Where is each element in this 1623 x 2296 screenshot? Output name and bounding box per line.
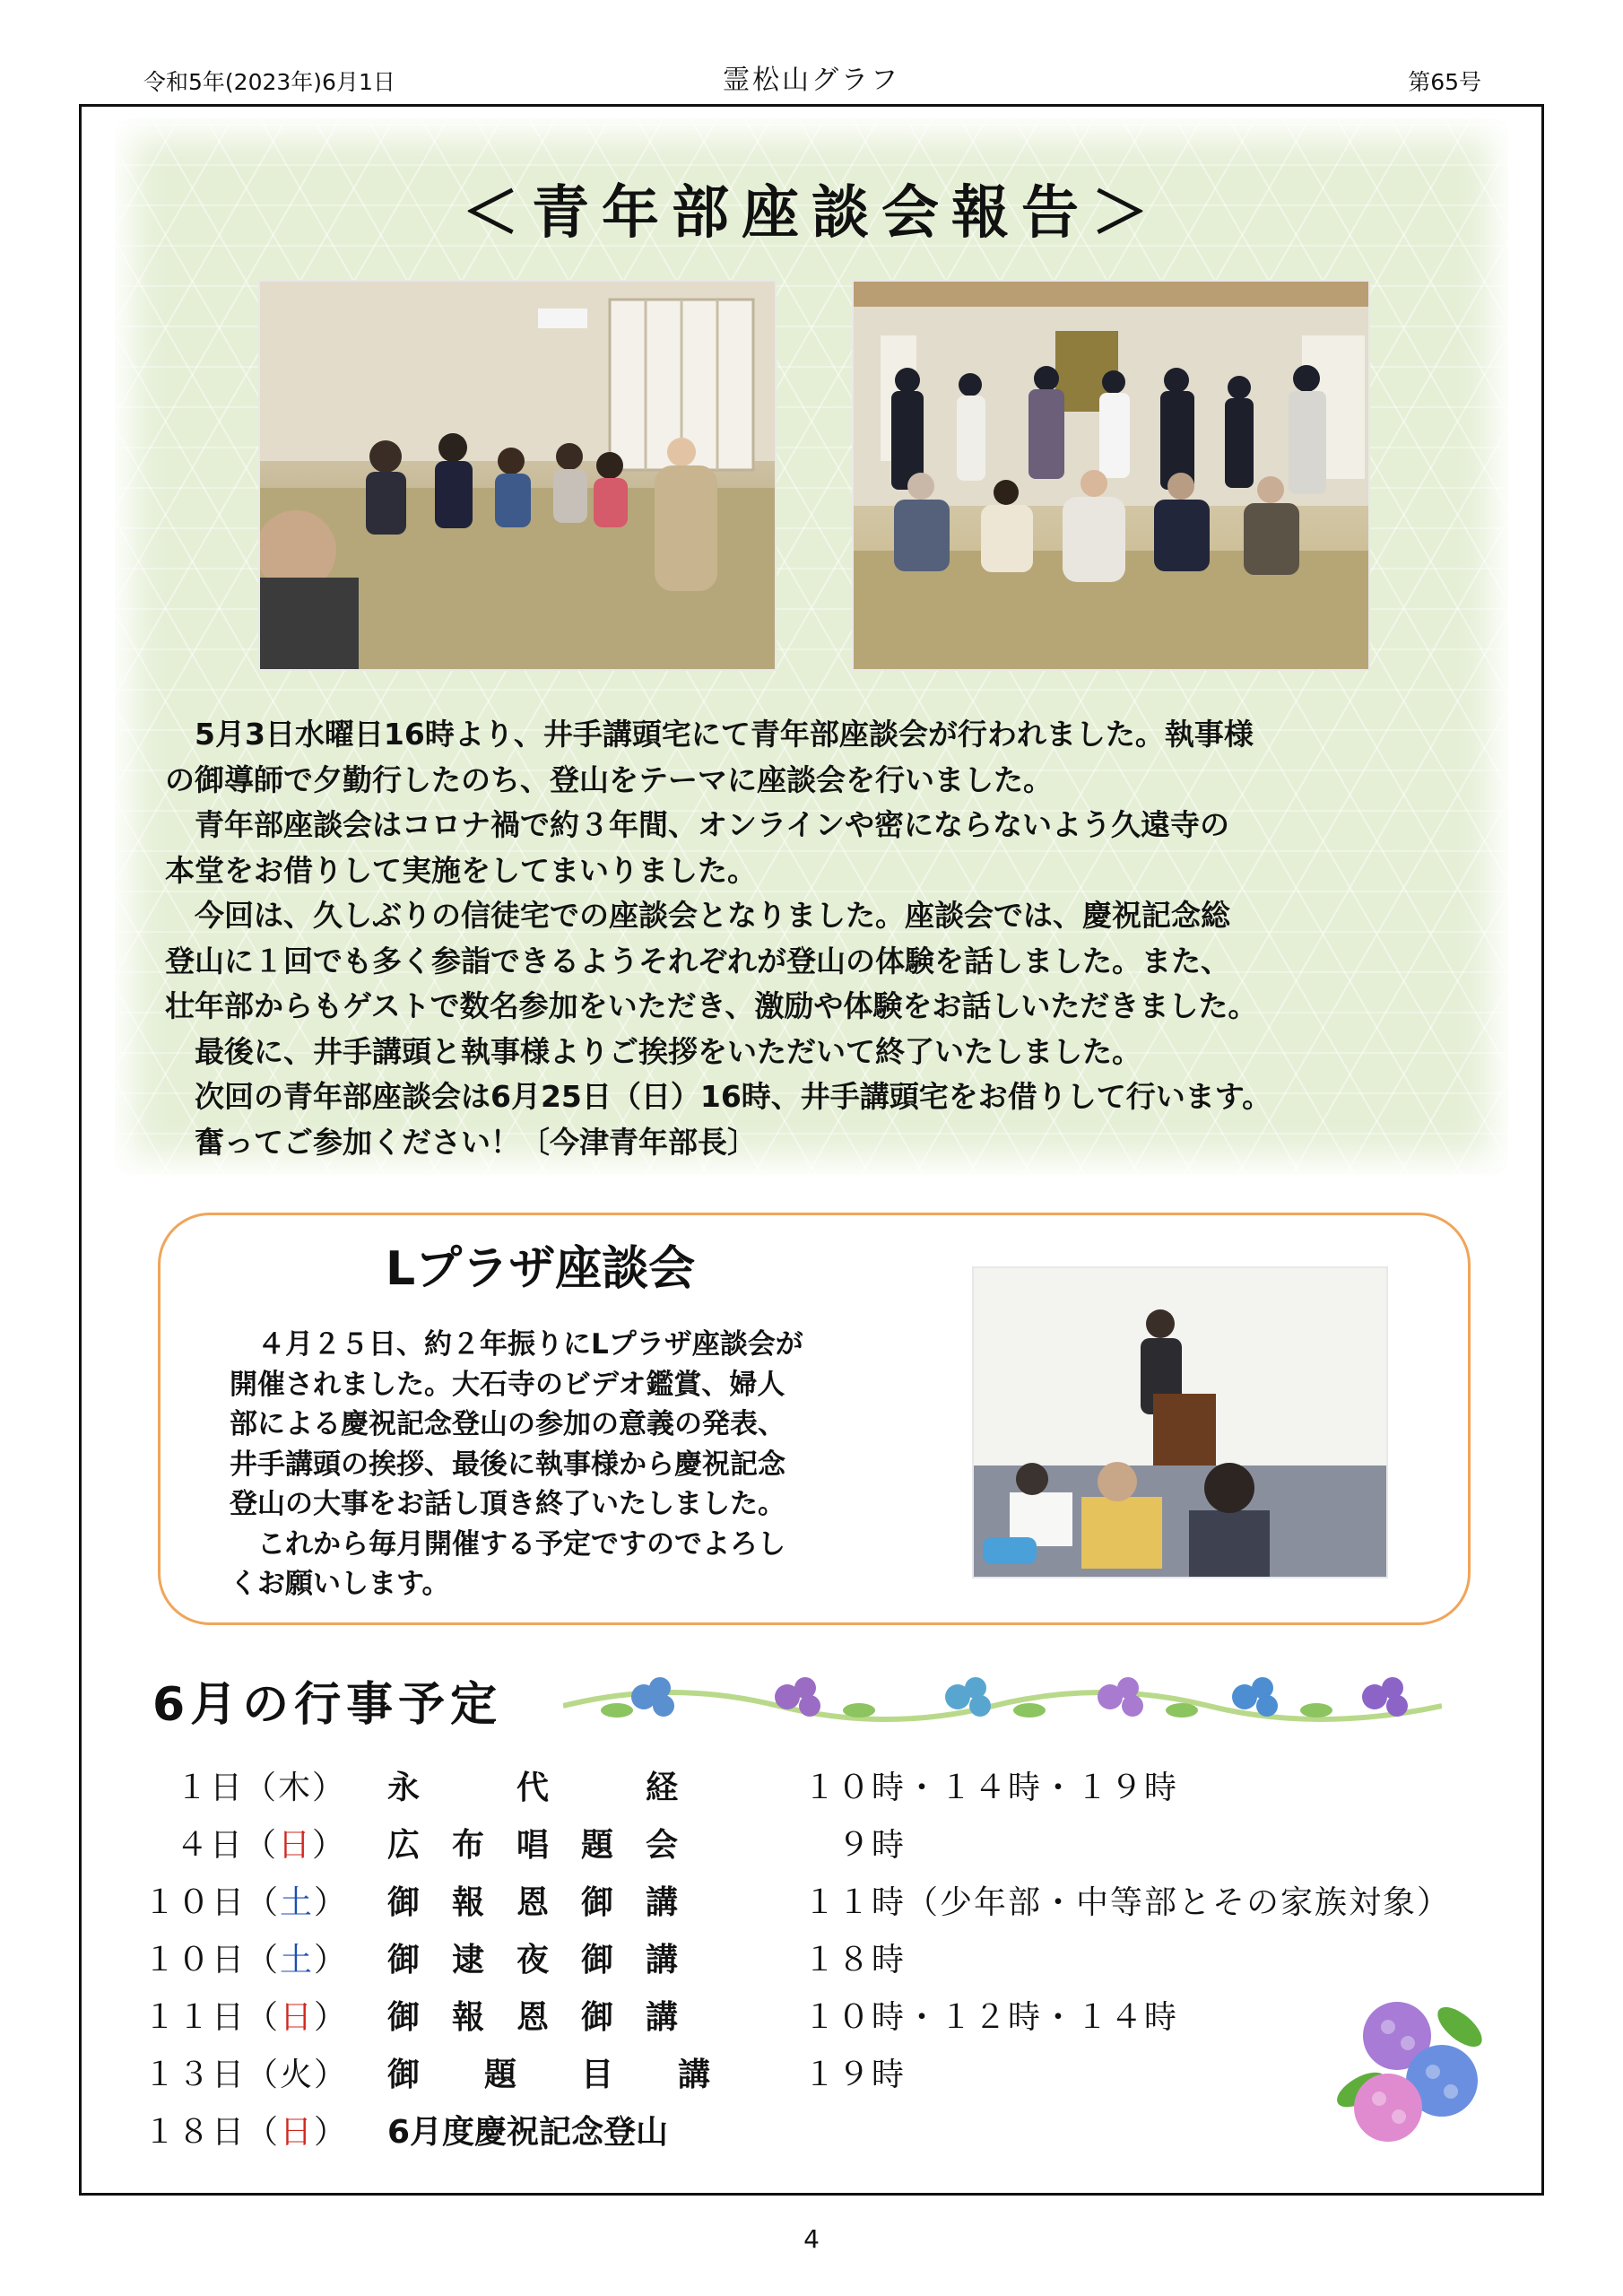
schedule-time: ９時 xyxy=(803,1827,907,1864)
group-photo xyxy=(852,280,1370,671)
lplaza-paragraph-line: これから毎月開催する予定ですのでよろし xyxy=(230,1527,785,1561)
schedule-date: １日（木） xyxy=(175,1770,346,1806)
schedule-event: 御 報 恩 御 講 xyxy=(387,1884,679,1921)
schedule-date: １８日（日） xyxy=(143,2114,349,2151)
youth-paragraph-line: 5月3日水曜日16時より、井手講頭宅にて青年部座談会が行われました。執事様 xyxy=(165,717,1254,752)
schedule-event: 広 布 唱 題 会 xyxy=(387,1827,679,1864)
page-number: 4 xyxy=(803,2224,820,2254)
youth-paragraph-line: 奮ってご参加ください！〔今津青年部長〕 xyxy=(165,1124,757,1160)
newsletter-title: 霊松山グラフ xyxy=(723,65,900,96)
lplaza-paragraph-line: 井手講頭の挨拶、最後に執事様から慶祝記念 xyxy=(230,1448,785,1481)
youth-paragraph-line: の御導師で夕勤行したのち、登山をテーマに座談会を行いました。 xyxy=(165,761,1053,797)
youth-paragraph-line: 本堂をお借りして実施をしてまいりました。 xyxy=(165,852,757,888)
schedule-date: １１日（日） xyxy=(143,1999,349,2036)
schedule-event: 御 逮 夜 御 講 xyxy=(387,1942,679,1979)
lplaza-paragraph-line: くお願いします。 xyxy=(230,1568,450,1600)
issue-number: 第65号 xyxy=(1408,69,1481,95)
schedule-date: １３日（火） xyxy=(143,2057,349,2093)
lplaza-title: Lプラザ座談会 xyxy=(386,1242,696,1296)
schedule-event: 永 代 経 xyxy=(387,1770,679,1806)
youth-paragraph-line: 壮年部からもゲストで数名参加をいただき、激励や体験をお話しいただきました。 xyxy=(165,988,1258,1023)
issue-date: 令和5年(2023年)6月1日 xyxy=(143,69,395,95)
youth-paragraph-line: 最後に、井手講頭と執事様よりご挨拶をいただいて終了いたしました。 xyxy=(165,1033,1141,1069)
schedule-title: 6月の行事予定 xyxy=(152,1678,503,1732)
schedule-time: １１時（少年部・中等部とその家族対象） xyxy=(803,1884,1452,1921)
schedule-event: 6月度慶祝記念登山 xyxy=(387,2114,669,2151)
schedule-event: 御 題 目 講 xyxy=(387,2057,711,2093)
schedule-event: 御 報 恩 御 講 xyxy=(387,1999,679,2036)
lplaza-text xyxy=(230,1325,911,1605)
youth-paragraph-line: 次回の青年部座談会は6月25日（日）16時、井手講頭宅をお借りして行います。 xyxy=(165,1079,1272,1114)
youth-paragraph-line: 登山に１回でも多く参詣できるようそれぞれが登山の体験を話しました。また、 xyxy=(165,943,1230,978)
schedule-time: １０時・１４時・１９時 xyxy=(803,1770,1179,1806)
lplaza-photo xyxy=(972,1266,1388,1578)
hydrangea-illustration xyxy=(1325,1973,1496,2161)
youth-report-text xyxy=(165,712,1474,1165)
schedule-date: １０日（土） xyxy=(143,1884,349,1921)
schedule-time: １０時・１２時・１４時 xyxy=(803,1999,1179,2036)
schedule-time: １８時 xyxy=(803,1942,907,1979)
schedule-time: １９時 xyxy=(803,2057,907,2093)
lplaza-paragraph-line: ４月２５日、約２年振りにLプラザ座談会が xyxy=(230,1328,803,1361)
meeting-photo xyxy=(258,280,777,671)
schedule-date: ４日（日） xyxy=(175,1827,346,1864)
youth-paragraph-line: 青年部座談会はコロナ禍で約３年間、オンラインや密にならないよう久遠寺の xyxy=(165,807,1230,842)
youth-section-title: ＜青年部座談会報告＞ xyxy=(462,180,1161,247)
lplaza-paragraph-line: 開催されました。大石寺のビデオ鑑賞、婦人 xyxy=(230,1368,785,1401)
youth-paragraph-line: 今回は、久しぶりの信徒宅での座談会となりました。座談会では、慶祝記念総 xyxy=(165,898,1230,933)
lplaza-paragraph-line: 登山の大事をお話し頂き終了いたしました。 xyxy=(230,1488,785,1520)
schedule-date: １０日（土） xyxy=(143,1942,349,1979)
hydrangea-decoration xyxy=(563,1661,1442,1733)
lplaza-paragraph-line: 部による慶祝記念登山の参加の意義の発表、 xyxy=(230,1408,785,1440)
